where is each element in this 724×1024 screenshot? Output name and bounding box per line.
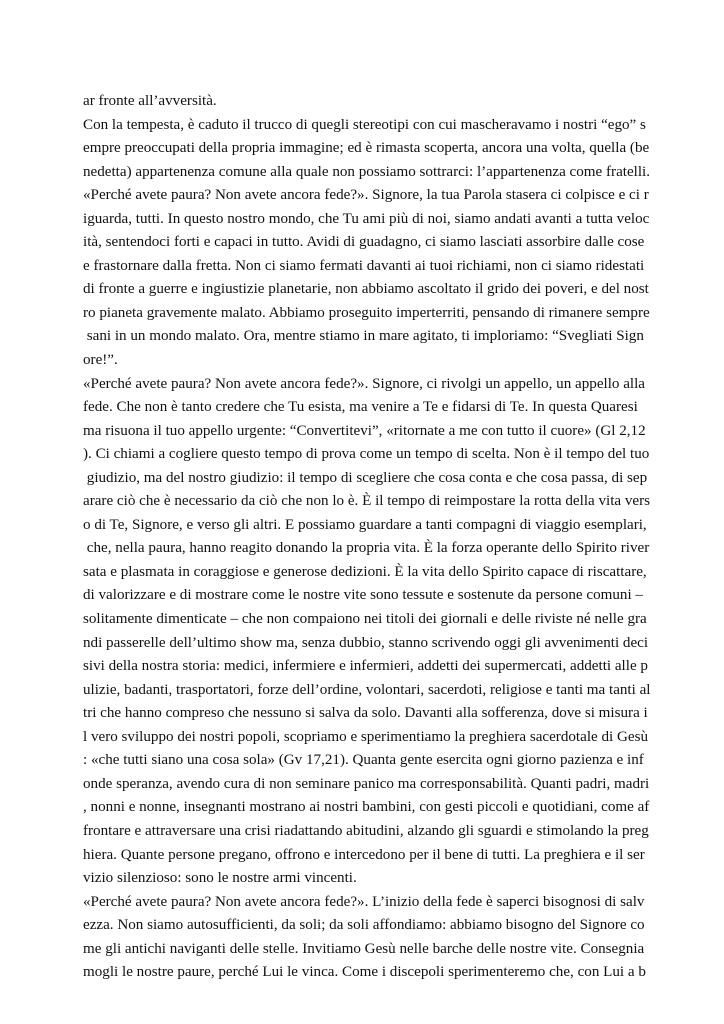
text-line: «Perché avete paura? Non avete ancora fede?». L’inizio della fede è saperci bisognosi di salv [83, 893, 645, 910]
text-line: mogli le nostre paure, perché Lui le vinca. Come i discepoli sperimenteremo che, con Lui a b [83, 964, 646, 981]
text-line: «Perché avete paura? Non avete ancora fede?». Signore, ci rivolgi un appello, un appello alla [83, 375, 646, 392]
text-line: e frastornare dalla fretta. Non ci siamo fermati davanti ai tuoi richiami, non ci siamo ridestati [83, 257, 645, 274]
text-line: , nonni e nonne, insegnanti mostrano ai nostri bambini, con gesti piccoli e quotidiani, come af [83, 799, 650, 816]
text-line: di fronte a guerre e ingiustizie planetarie, non abbiamo ascoltato il grido dei poveri, e del nost [83, 281, 649, 298]
text-line: l vero sviluppo dei nostri popoli, scopriamo e sperimentiamo la preghiera sacerdotale di Gesù [83, 728, 649, 745]
text-line: tri che hanno compreso che nessuno si salva da solo. Davanti alla sofferenza, dove si misura i [83, 705, 648, 722]
text-line: ndi passerelle dell’ultimo show ma, senza dubbio, stanno scrivendo oggi gli avvenimenti deci [83, 634, 649, 651]
text-line: ). Ci chiami a cogliere questo tempo di prova come un tempo di scelta. Non è il tempo del tuo [83, 446, 650, 463]
text-line: o di Te, Signore, e verso gli altri. E possiamo guardare a tanti compagni di viaggio esemplari, [83, 516, 647, 533]
text-line: ro pianeta gravemente malato. Abbiamo proseguito imperterriti, pensando di rimanere sempre [83, 304, 650, 321]
text-line: sata e plasmata in coraggiose e generose dedizioni. È la vita dello Spirito capace di riscattare, [83, 563, 647, 580]
text-line: fede. Che non è tanto credere che Tu esista, ma venire a Te e fidarsi di Te. In questa Quaresi [83, 399, 638, 416]
text-line: ore!”. [83, 352, 118, 369]
text-line: vizio silenzioso: sono le nostre armi vincenti. [83, 870, 357, 887]
text-line: sivi della nostra storia: medici, infermiere e infermieri, addetti dei supermercati, addetti alle p [83, 658, 648, 675]
text-line: ità, sentendoci forti e capaci in tutto. Avidi di guadagno, ci siamo lasciati assorbire dalle cose [83, 234, 645, 251]
text-line: che, nella paura, hanno reagito donando la propria vita. È la forza operante dello Spirito river [83, 540, 650, 557]
text-line: ulizie, badanti, trasportatori, forze dell’ordine, volontari, sacerdoti, religiose e tanti ma tanti al [83, 681, 651, 698]
body-text [83, 90, 683, 985]
text-line: me gli antichi naviganti delle stelle. Invitiamo Gesù nelle barche delle nostre vite. Consegnia [83, 940, 645, 957]
text-line: ezza. Non siamo autosufficienti, da soli; da soli affondiamo: abbiamo bisogno del Signore co [83, 917, 645, 934]
text-line: nedetta) appartenenza comune alla quale non possiamo sottrarci: l’appartenenza come fratelli. [83, 163, 651, 180]
text-line: sani in un mondo malato. Ora, mentre stiamo in mare agitato, ti imploriamo: “Svegliati Sign [83, 328, 644, 345]
text-line: ma risuona il tuo appello urgente: “Convertitevi”, «ritornate a me con tutto il cuore» (Gl 2,12 [83, 422, 646, 439]
text-line: «Perché avete paura? Non avete ancora fede?». Signore, la tua Parola stasera ci colpisce e ci r [83, 187, 649, 204]
text-line: solitamente dimenticate – che non compaiono nei titoli dei giornali e delle riviste né nelle gra [83, 611, 647, 628]
text-line: hiera. Quante persone pregano, offrono e intercedono per il bene di tutti. La preghiera e il ser [83, 846, 645, 863]
text-line: Con la tempesta, è caduto il trucco di quegli stereotipi con cui mascheravamo i nostri “ego” s [83, 116, 646, 133]
text-line: empre preoccupati della propria immagine; ed è rimasta scoperta, ancora una volta, quella (be [83, 140, 650, 157]
text-line: iguarda, tutti. In questo nostro mondo, che Tu ami più di noi, siamo andati avanti a tutta veloc [83, 210, 650, 227]
text-line: ar fronte all’avversità. [83, 93, 217, 109]
text-line: di valorizzare e di mostrare come le nostre vite sono tessute e sostenute da persone comuni – [83, 587, 643, 604]
text-line: arare ciò che è necessario da ciò che non lo è. È il tempo di reimpostare la rotta della vita vers [83, 493, 651, 510]
text-line: frontare e attraversare una crisi riadattando abitudini, alzando gli sguardi e stimolando la preg [83, 822, 649, 839]
text-line: : «che tutti siano una cosa sola» (Gv 17,21). Quanta gente esercita ogni giorno pazienza e inf [83, 752, 644, 769]
text-line: giudizio, ma del nostro giudizio: il tempo di scegliere che cosa conta e che cosa passa, di sep [83, 469, 648, 486]
text-line: onde speranza, avendo cura di non seminare panico ma corresponsabilità. Quanti padri, madri [83, 775, 650, 792]
